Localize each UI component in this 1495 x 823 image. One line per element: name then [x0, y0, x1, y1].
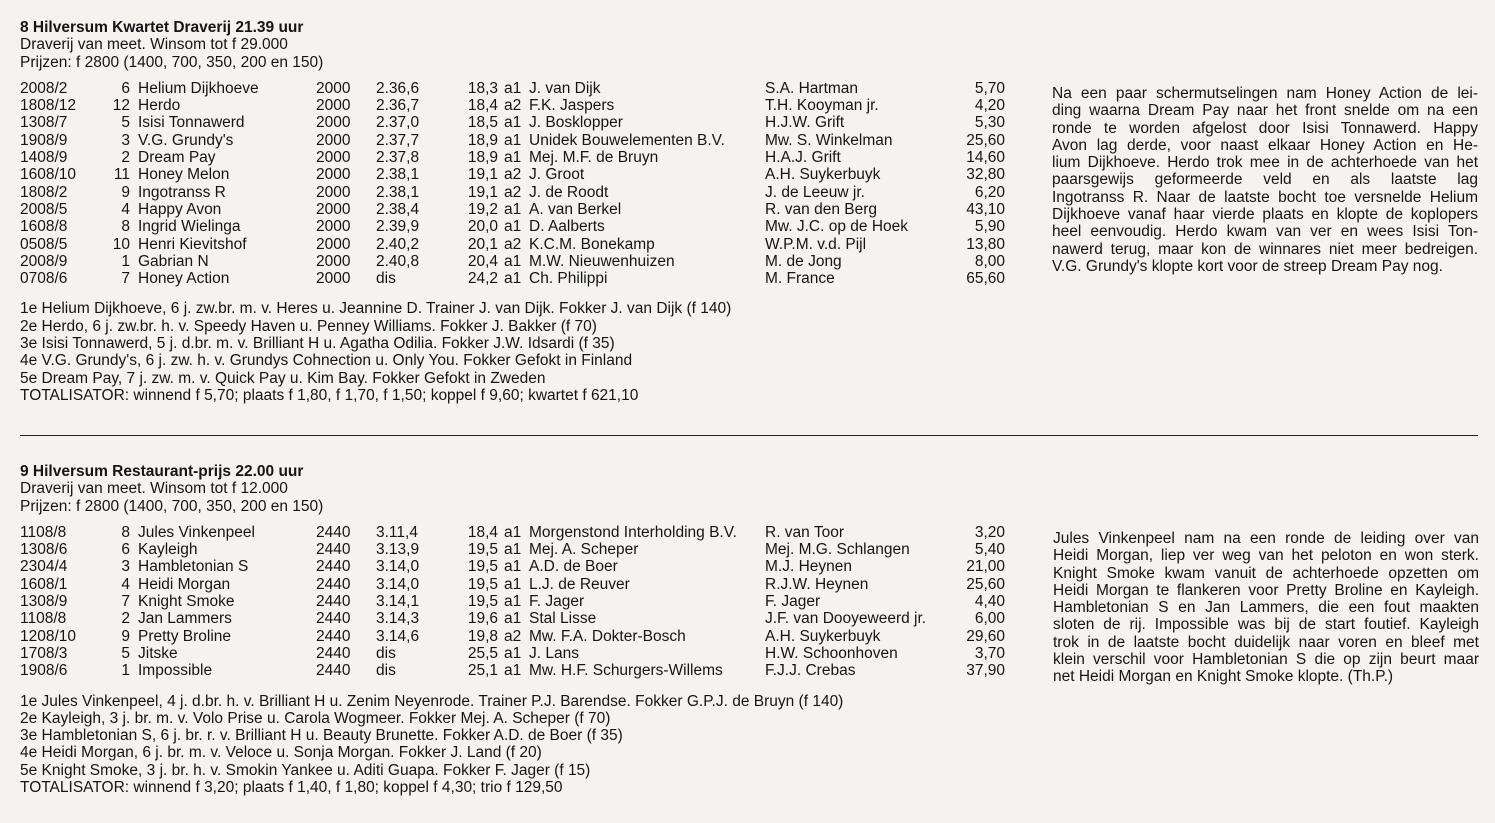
odds-cell: 5,90 — [974, 218, 1005, 236]
distance-cell: 2440 — [316, 575, 351, 593]
handicap-cell: a2 — [504, 166, 522, 184]
distance-cell: 2440 — [316, 610, 351, 628]
race-time-cell: 2.37,8 — [376, 149, 420, 167]
handicap-cell: a1 — [504, 541, 522, 559]
horse-name-cell: Honey Action — [138, 270, 230, 288]
start-number-cell: 4 — [121, 575, 130, 593]
horse-name-cell: Herdo — [138, 97, 181, 115]
driver-cell: J. de Leeuw jr. — [765, 183, 865, 201]
race-time-cell: 2.36,6 — [376, 79, 420, 97]
report-line: ronde te worden afgelost door Isisi Tonnawerd. Happy — [1052, 119, 1478, 137]
table-row — [20, 576, 1005, 593]
owner-cell: K.C.M. Bonekamp — [529, 235, 655, 253]
odds-cell: 4,40 — [974, 593, 1005, 611]
race-date-cell: 1408/9 — [20, 149, 68, 167]
start-number-cell: 3 — [121, 131, 130, 149]
distance-cell: 2000 — [316, 252, 351, 270]
table-row — [20, 253, 1005, 270]
report-line: Heidi Morgan te flankeren voor Pretty Broline en Kayleigh. — [1053, 581, 1479, 599]
race-time-cell: dis — [376, 644, 396, 662]
start-number-cell: 9 — [121, 183, 130, 201]
owner-cell: A. van Berkel — [529, 200, 622, 218]
report-line: Ingotranss R. Naar de laatste bocht toe versnelde Helium — [1052, 188, 1478, 206]
table-row — [20, 558, 1005, 575]
race-date-cell: 1108/8 — [20, 523, 67, 541]
driver-cell: H.J.W. Grift — [765, 114, 845, 132]
report-line: Jules Vinkenpeel nam na een ronde de leiding over van — [1053, 530, 1479, 547]
start-number-cell: 1 — [121, 252, 130, 270]
horse-name-cell: Happy Avon — [138, 200, 222, 218]
race-date-cell: 2008/5 — [20, 200, 68, 218]
start-number-cell: 8 — [121, 523, 130, 541]
km-time-cell: 18,9 — [467, 131, 498, 149]
report-line: Knight Smoke kwam vanuit de achterhoede opzetten om — [1053, 564, 1479, 582]
table-row — [20, 524, 1005, 541]
owner-cell: J. de Roodt — [529, 183, 609, 201]
report-line: Heidi Morgan, liep ver weg van het peloton en won sterk. — [1053, 547, 1479, 565]
placing-line: 2e Kayleigh, 3 j. br. m. v. Volo Prise u. Carola Wogmeer. Fokker Mej. A. Scheper (f 70) — [20, 709, 611, 727]
owner-cell: Mw. F.A. Dokter-Bosch — [529, 627, 686, 645]
owner-cell: F.K. Jaspers — [529, 97, 615, 115]
driver-cell: F.J.J. Crebas — [765, 662, 856, 680]
driver-cell: R. van Toor — [765, 523, 844, 541]
km-time-cell: 19,1 — [467, 166, 498, 184]
race-report — [1052, 85, 1478, 275]
start-number-cell: 9 — [121, 627, 130, 645]
totalisator-line: TOTALISATOR: winnend f 5,70; plaats f 1,80, f 1,70, f 1,50; koppel f 9,60; kwartet f 621,10 — [20, 386, 639, 404]
owner-cell: Mej. M.F. de Bruyn — [529, 149, 659, 167]
race-time-cell: 3.14,0 — [376, 575, 420, 593]
table-row — [20, 662, 1005, 679]
race-date-cell: 1708/3 — [20, 644, 68, 662]
table-row — [20, 114, 1005, 131]
results-table — [20, 524, 1005, 680]
table-row — [20, 236, 1005, 253]
race-header — [20, 19, 1485, 71]
km-time-cell: 19,1 — [467, 183, 498, 201]
race-date-cell: 1308/7 — [20, 114, 68, 132]
distance-cell: 2000 — [316, 183, 351, 201]
start-number-cell: 8 — [121, 218, 130, 236]
race-8-section — [20, 19, 1485, 404]
section-divider — [20, 435, 1478, 436]
race-time-cell: 2.38,1 — [376, 166, 420, 184]
distance-cell: 2000 — [316, 200, 351, 218]
driver-cell: F. Jager — [765, 593, 821, 611]
table-row — [20, 201, 1005, 218]
race-9-section — [20, 463, 1485, 796]
odds-cell: 8,00 — [974, 252, 1005, 270]
owner-cell: Stal Lisse — [529, 610, 597, 628]
race-date-cell: 1308/6 — [20, 541, 68, 559]
driver-cell: H.W. Schoonhoven — [765, 644, 898, 662]
driver-cell: A.H. Suykerbuyk — [765, 166, 881, 184]
finish-details — [20, 300, 1485, 404]
handicap-cell: a1 — [504, 610, 522, 628]
placing-line: 5e Dream Pay, 7 j. zw. m. v. Quick Pay u. Kim Bay. Fokker Gefokt in Zweden — [20, 369, 546, 387]
odds-cell: 3,20 — [974, 523, 1005, 541]
race-date-cell: 0708/6 — [20, 270, 68, 288]
horse-name-cell: Jitske — [138, 644, 178, 662]
horse-name-cell: Jan Lammers — [138, 610, 232, 628]
race-date-cell: 1608/1 — [20, 575, 68, 593]
race-time-cell: 2.40,2 — [376, 235, 420, 253]
table-row — [20, 610, 1005, 627]
race-date-cell: 2304/4 — [20, 558, 68, 576]
driver-cell: R. van den Berg — [765, 200, 878, 218]
driver-cell: Mw. S. Winkelman — [765, 131, 893, 149]
owner-cell: J. Bosklopper — [529, 114, 623, 132]
race-time-cell: 3.13,9 — [376, 541, 420, 559]
distance-cell: 2000 — [316, 97, 351, 115]
distance-cell: 2000 — [316, 131, 351, 149]
report-line: nawerd terug, maar kon de winnares niet meer bedreigen. — [1052, 240, 1478, 258]
start-number-cell: 11 — [113, 166, 130, 184]
race-time-cell: dis — [376, 270, 396, 288]
race-time-cell: 3.14,0 — [376, 558, 420, 576]
km-time-cell: 25,1 — [467, 662, 498, 680]
driver-cell: Mw. J.C. op de Hoek — [765, 218, 909, 236]
report-line: Na een paar schermutselingen nam Honey Action de lei- — [1052, 85, 1478, 102]
start-number-cell: 5 — [121, 114, 130, 132]
distance-cell: 2440 — [316, 644, 351, 662]
race-time-cell: 3.14,1 — [376, 593, 420, 611]
odds-cell: 25,60 — [966, 131, 1005, 149]
handicap-cell: a1 — [504, 593, 522, 611]
race-time-cell: 2.40,8 — [376, 252, 420, 270]
driver-cell: H.A.J. Grift — [765, 149, 841, 167]
handicap-cell: a1 — [504, 149, 522, 167]
horse-name-cell: Ingotranss R — [138, 183, 226, 201]
race-date-cell: 1608/10 — [20, 166, 77, 184]
race-time-cell: 2.38,4 — [376, 200, 420, 218]
report-line: sloten de rij. Impossible was bij de start foutief. Kayleigh — [1053, 616, 1479, 634]
odds-cell: 37,90 — [966, 662, 1005, 680]
placing-line: 2e Herdo, 6 j. zw.br. h. v. Speedy Haven u. Penney Williams. Fokker J. Bakker (f 70) — [20, 317, 597, 335]
odds-cell: 14,60 — [966, 149, 1005, 167]
race-date-cell: 1208/10 — [20, 627, 77, 645]
handicap-cell: a1 — [504, 270, 522, 288]
odds-cell: 21,00 — [966, 558, 1005, 576]
distance-cell: 2000 — [316, 114, 351, 132]
distance-cell: 2000 — [316, 218, 351, 236]
finish-details — [20, 693, 1485, 797]
odds-cell: 4,20 — [974, 97, 1005, 115]
start-number-cell: 2 — [121, 149, 130, 167]
odds-cell: 6,20 — [974, 183, 1005, 201]
distance-cell: 2000 — [316, 166, 351, 184]
handicap-cell: a1 — [504, 114, 522, 132]
owner-cell: F. Jager — [529, 593, 585, 611]
report-line: ding waarna Dream Pay naar het front snelde om na een — [1052, 102, 1478, 120]
horse-name-cell: Knight Smoke — [138, 593, 235, 611]
race-time-cell: 2.36,7 — [376, 97, 420, 115]
km-time-cell: 20,1 — [467, 235, 498, 253]
handicap-cell: a2 — [504, 97, 522, 115]
horse-name-cell: Pretty Broline — [138, 627, 232, 645]
race-title: 8 Hilversum Kwartet Draverij 21.39 uur — [20, 19, 304, 36]
horse-name-cell: Impossible — [138, 662, 213, 680]
race-conditions: Draverij van meet. Winsom tot f 29.000 — [20, 36, 288, 54]
start-number-cell: 6 — [121, 79, 130, 97]
race-conditions: Draverij van meet. Winsom tot f 12.000 — [20, 480, 288, 498]
race-date-cell: 1808/12 — [20, 97, 77, 115]
race-time-cell: 3.14,3 — [376, 610, 420, 628]
driver-cell: M. France — [765, 270, 835, 288]
handicap-cell: a1 — [504, 200, 522, 218]
start-number-cell: 7 — [121, 270, 130, 288]
start-number-cell: 4 — [121, 200, 130, 218]
results-table — [20, 80, 1005, 288]
table-row — [20, 80, 1005, 97]
distance-cell: 2440 — [316, 593, 351, 611]
handicap-cell: a1 — [504, 252, 522, 270]
odds-cell: 5,40 — [974, 541, 1005, 559]
driver-cell: A.H. Suykerbuyk — [765, 627, 881, 645]
km-time-cell: 25,5 — [467, 644, 498, 662]
km-time-cell: 20,0 — [467, 218, 498, 236]
race-prizes: Prijzen: f 2800 (1400, 700, 350, 200 en 150) — [20, 53, 324, 71]
distance-cell: 2000 — [316, 235, 351, 253]
distance-cell: 2000 — [316, 270, 351, 288]
distance-cell: 2440 — [316, 541, 351, 559]
report-line: trok in de laatste bocht duidelijk naar voren en bleef met — [1053, 633, 1479, 651]
horse-name-cell: Honey Melon — [138, 166, 230, 184]
odds-cell: 5,70 — [974, 79, 1005, 97]
race-time-cell: 3.11,4 — [376, 523, 418, 541]
start-number-cell: 7 — [121, 593, 130, 611]
table-row — [20, 218, 1005, 235]
race-date-cell: 2008/2 — [20, 79, 68, 97]
race-title: 9 Hilversum Restaurant-prijs 22.00 uur — [20, 463, 304, 480]
race-date-cell: 1108/8 — [20, 610, 67, 628]
owner-cell: J. Groot — [529, 166, 585, 184]
race-time-cell: 2.39,9 — [376, 218, 420, 236]
km-time-cell: 19,5 — [467, 558, 498, 576]
race-time-cell: dis — [376, 662, 396, 680]
report-line: paarsgewijs geformeerde veld en als laatste lag — [1052, 171, 1478, 189]
handicap-cell: a1 — [504, 218, 522, 236]
horse-name-cell: Dream Pay — [138, 149, 216, 167]
horse-name-cell: Isisi Tonnawerd — [138, 114, 245, 132]
race-date-cell: 2008/9 — [20, 252, 68, 270]
owner-cell: Unidek Bouwelementen B.V. — [529, 131, 725, 149]
race-time-cell: 2.38,1 — [376, 183, 420, 201]
owner-cell: Mw. H.F. Schurgers-Willems — [529, 662, 723, 680]
report-line: klein verschil voor Hambletonian S die op zijn beurt maar — [1053, 651, 1479, 669]
odds-cell: 3,70 — [974, 644, 1005, 662]
handicap-cell: a1 — [504, 79, 522, 97]
table-row — [20, 184, 1005, 201]
horse-name-cell: Heidi Morgan — [138, 575, 231, 593]
owner-cell: A.D. de Boer — [529, 558, 618, 576]
report-line: Avon lag derde, voor naast elkaar Honey Action en He- — [1052, 136, 1478, 154]
horse-name-cell: Ingrid Wielinga — [138, 218, 241, 236]
table-row — [20, 132, 1005, 149]
start-number-cell: 3 — [121, 558, 130, 576]
handicap-cell: a1 — [504, 558, 522, 576]
owner-cell: M.W. Nieuwenhuizen — [529, 252, 675, 270]
placing-line: 3e Isisi Tonnawerd, 5 j. d.br. m. v. Brilliant H u. Agatha Odilia. Fokker J.W. Idsardi (f 35) — [20, 335, 615, 353]
distance-cell: 2440 — [316, 627, 351, 645]
driver-cell: S.A. Hartman — [765, 79, 859, 97]
table-row — [20, 593, 1005, 610]
owner-cell: Ch. Philippi — [529, 270, 608, 288]
placing-line: 3e Hambletonian S, 6 j. br. r. v. Brilliant H u. Beauty Brunette. Fokker A.D. de Boer (f 35) — [20, 727, 623, 745]
placing-line: 1e Jules Vinkenpeel, 4 j. d.br. h. v. Brilliant H u. Zenim Neyenrode. Trainer P.J. Barendse. Fokker G.P.J. de Bruyn (f 140) — [20, 692, 844, 710]
km-time-cell: 18,4 — [467, 97, 498, 115]
race-header — [20, 463, 1485, 515]
report-line: Dijkhoeve vanaf haar vierde plaats en klopte de koplopers — [1052, 206, 1478, 224]
driver-cell: M.J. Heynen — [765, 558, 853, 576]
owner-cell: Mej. A. Scheper — [529, 541, 639, 559]
report-line: lium Dijkhoeve. Herdo trok mee in de achterhoede van het — [1052, 154, 1478, 172]
odds-cell: 25,60 — [966, 575, 1005, 593]
driver-cell: R.J.W. Heynen — [765, 575, 869, 593]
handicap-cell: a1 — [504, 523, 522, 541]
start-number-cell: 6 — [121, 541, 130, 559]
report-line: Hambletonian S en Jan Lammers, die een fout maakten — [1053, 599, 1479, 617]
driver-cell: J.F. van Dooyeweerd jr. — [765, 610, 927, 628]
handicap-cell: a1 — [504, 662, 522, 680]
km-time-cell: 18,4 — [467, 523, 498, 541]
owner-cell: J. Lans — [529, 644, 579, 662]
race-date-cell: 0508/5 — [20, 235, 68, 253]
odds-cell: 32,80 — [966, 166, 1005, 184]
table-row — [20, 541, 1005, 558]
horse-name-cell: Henri Kievitshof — [138, 235, 247, 253]
km-time-cell: 19,2 — [467, 200, 498, 218]
owner-cell: L.J. de Reuver — [529, 575, 630, 593]
race-date-cell: 1608/8 — [20, 218, 68, 236]
km-time-cell: 19,5 — [467, 575, 498, 593]
report-line: heel eenvoudig. Herdo kwam van ver en wees Isisi Ton- — [1052, 223, 1478, 241]
owner-cell: Morgenstond Interholding B.V. — [529, 523, 737, 541]
driver-cell: M. de Jong — [765, 252, 842, 270]
odds-cell: 6,00 — [974, 610, 1005, 628]
km-time-cell: 18,5 — [467, 114, 498, 132]
handicap-cell: a2 — [504, 183, 522, 201]
driver-cell: T.H. Kooyman jr. — [765, 97, 879, 115]
owner-cell: D. Aalberts — [529, 218, 605, 236]
odds-cell: 43,10 — [966, 200, 1005, 218]
owner-cell: J. van Dijk — [529, 79, 601, 97]
placing-line: 5e Knight Smoke, 3 j. br. h. v. Smokin Yankee u. Aditi Guapa. Fokker F. Jager (f 15) — [20, 761, 591, 779]
odds-cell: 29,60 — [966, 627, 1005, 645]
race-date-cell: 1908/9 — [20, 131, 68, 149]
start-number-cell: 12 — [112, 97, 130, 115]
km-time-cell: 18,9 — [467, 149, 498, 167]
placing-line: 1e Helium Dijkhoeve, 6 j. zw.br. m. v. Heres u. Jeannine D. Trainer J. van Dijk. Fokker J. van Dijk (f 140) — [20, 300, 732, 318]
table-row — [20, 97, 1005, 114]
horse-name-cell: Helium Dijkhoeve — [138, 79, 259, 97]
km-time-cell: 20,4 — [467, 252, 498, 270]
odds-cell: 65,60 — [966, 270, 1005, 288]
horse-name-cell: V.G. Grundy's — [138, 131, 234, 149]
distance-cell: 2000 — [316, 79, 351, 97]
km-time-cell: 19,5 — [467, 541, 498, 559]
handicap-cell: a1 — [504, 131, 522, 149]
placing-line: 4e V.G. Grundy's, 6 j. zw. h. v. Grundys Cohnection u. Only You. Fokker Gefokt in Finland — [20, 352, 633, 370]
totalisator-line: TOTALISATOR: winnend f 3,20; plaats f 1,40, f 1,80; koppel f 4,30; trio f 129,50 — [20, 779, 563, 797]
race-time-cell: 2.37,7 — [376, 131, 420, 149]
km-time-cell: 18,3 — [467, 79, 498, 97]
race-report — [1053, 530, 1479, 686]
report-line: net Heidi Morgan en Knight Smoke klopte. (Th.P.) — [1053, 668, 1394, 686]
race-time-cell: 2.37,0 — [376, 114, 420, 132]
race-prizes: Prijzen: f 2800 (1400, 700, 350, 200 en 150) — [20, 497, 324, 515]
start-number-cell: 10 — [112, 235, 130, 253]
report-line: V.G. Grundy's klopte kort voor de streep Dream Pay nog. — [1052, 257, 1443, 275]
handicap-cell: a2 — [504, 235, 522, 253]
handicap-cell: a2 — [504, 627, 522, 645]
horse-name-cell: Gabrian N — [138, 252, 209, 270]
race-date-cell: 1308/9 — [20, 593, 68, 611]
table-row — [20, 645, 1005, 662]
start-number-cell: 5 — [121, 644, 130, 662]
start-number-cell: 1 — [121, 662, 130, 680]
horse-name-cell: Hambletonian S — [138, 558, 249, 576]
start-number-cell: 2 — [121, 610, 130, 628]
table-row — [20, 149, 1005, 166]
horse-name-cell: Kayleigh — [138, 541, 198, 559]
handicap-cell: a1 — [504, 575, 522, 593]
distance-cell: 2000 — [316, 149, 351, 167]
handicap-cell: a1 — [504, 644, 522, 662]
placing-line: 4e Heidi Morgan, 6 j. br. m. v. Veloce u. Sonja Morgan. Fokker J. Land (f 20) — [20, 744, 542, 762]
table-row — [20, 270, 1005, 287]
km-time-cell: 19,8 — [467, 627, 498, 645]
distance-cell: 2440 — [316, 523, 351, 541]
km-time-cell: 19,5 — [467, 593, 498, 611]
race-date-cell: 1908/6 — [20, 662, 68, 680]
table-row — [20, 166, 1005, 183]
km-time-cell: 24,2 — [467, 270, 498, 288]
distance-cell: 2440 — [316, 558, 351, 576]
race-time-cell: 3.14,6 — [376, 627, 420, 645]
odds-cell: 13,80 — [966, 235, 1005, 253]
km-time-cell: 19,6 — [467, 610, 498, 628]
horse-name-cell: Jules Vinkenpeel — [138, 523, 255, 541]
driver-cell: W.P.M. v.d. Pijl — [765, 235, 867, 253]
race-date-cell: 1808/2 — [20, 183, 68, 201]
distance-cell: 2440 — [316, 662, 351, 680]
table-row — [20, 628, 1005, 645]
driver-cell: Mej. M.G. Schlangen — [765, 541, 910, 559]
odds-cell: 5,30 — [974, 114, 1005, 132]
